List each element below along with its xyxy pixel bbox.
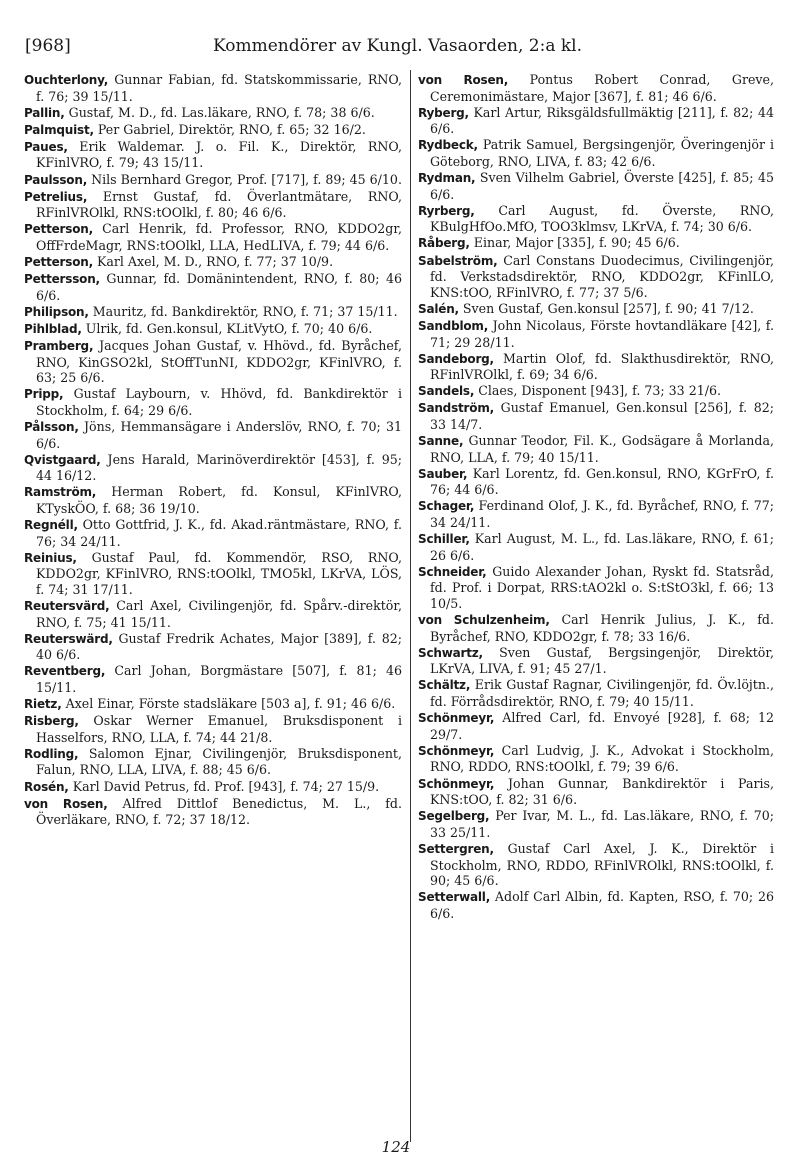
entry-name: Pripp, [24, 387, 64, 402]
entry-name: Schönmeyr, [418, 711, 495, 726]
page-footer-number: 124 [381, 1138, 411, 1156]
entry [418, 203, 774, 235]
entry-text: Otto Gottfrid, J. K., fd. Akad.räntmästare, RNO, f. 76; 34 24/11. [36, 517, 402, 549]
entry-name: Settergren, [418, 841, 494, 856]
entry-text: Ernst Gustaf, fd. Överlantmätare, RNO, RFinlVROlkl, RNS:tOOlkl, f. 80; 46 6/6. [36, 188, 402, 221]
entry [24, 713, 402, 745]
entry-text: Sven Vilhelm Gabriel, Överste [425], f. 85; 45 6/6. [430, 170, 774, 202]
entry-name: Ryberg, [418, 105, 469, 120]
right-column [418, 72, 774, 922]
entry [24, 386, 402, 418]
entry-text: Carl Constans Duodecimus, Civilingenjör, fd. Verkstadsdirektör, RNO, KDDO2gr, KFinlLO, KNS:tOO, RFinlVRO, f. 77; 37 5/6. [430, 252, 774, 300]
entry [418, 677, 774, 709]
entry-name: Ramström, [24, 485, 97, 500]
entry-text: Gustaf Emanuel, Gen.konsul [256], f. 82; 33 14/7. [430, 400, 774, 432]
entry-name: von Rosen, [418, 73, 509, 87]
entry-text: Johan Gunnar, Bankdirektör i Paris, KNS:tOO, f. 82; 31 6/6. [430, 775, 774, 808]
entry-text: Adolf Carl Albin, fd. Kapten, RSO, f. 70; 26 6/6. [430, 889, 774, 921]
entry-text: Herman Robert, fd. Konsul, KFinlVRO, KTyskÖO, f. 68; 36 19/10. [36, 484, 402, 516]
entry [24, 796, 402, 828]
entry [24, 321, 402, 338]
entry-text: Patrik Samuel, Bergsingenjör, Överingenjör i Göteborg, RNO, LIVA, f. 83; 42 6/6. [430, 137, 774, 169]
entry [418, 776, 774, 808]
entry [24, 631, 402, 663]
entry-name: Petrelius, [24, 189, 88, 204]
entry [418, 743, 774, 775]
entry-text: Alfred Dittlof Benedictus, M. L., fd. Överläkare, RNO, f. 72; 37 18/12. [36, 795, 402, 828]
entry [418, 72, 774, 104]
entry [24, 484, 402, 516]
entry-name: Sandeborg, [418, 351, 494, 366]
entry-text: Carl Henrik Julius, J. K., fd. Byråchef, RNO, KDDO2gr, f. 78; 33 16/6. [430, 612, 774, 644]
entry-text: Karl Lorentz, fd. Gen.konsul, RNO, KGrFrO, f. 76; 44 6/6. [430, 465, 774, 498]
entry [418, 612, 774, 644]
entry [418, 235, 774, 252]
entry-name: Ryrberg, [418, 203, 475, 218]
entry-name: Reutersvärd, [24, 599, 110, 613]
entry [24, 746, 402, 778]
entry [418, 137, 774, 169]
entry-text: Gunnar Fabian, fd. Statskommissarie, RNO, f. 76; 39 15/11. [36, 72, 402, 104]
entry-text: Carl Ludvig, J. K., Advokat i Stockholm, RNO, RDDO, RNS:tOOlkl, f. 79; 39 6/6. [430, 742, 774, 775]
entry-name: Setterwall, [418, 890, 491, 905]
entry [418, 301, 774, 318]
entry-text: Salomon Ejnar, Civilingenjör, Bruksdisponent, Falun, RNO, LLA, LIVA, f. 88; 45 6/6. [36, 745, 402, 778]
entry-text: Per Ivar, M. L., fd. Las.läkare, RNO, f. 70; 33 25/11. [430, 808, 774, 840]
entry-text: Gunnar Teodor, Fil. K., Godsägare å Morlanda, RNO, LLA, f. 79; 40 15/11. [430, 433, 774, 465]
entry [418, 383, 774, 400]
entry [418, 841, 774, 889]
entry-name: von Schulzenheim, [418, 613, 550, 628]
entry [418, 170, 774, 202]
page-title: Kommendörer av Kungl. Vasaorden, 2:a kl. [212, 36, 583, 56]
entry-name: Risberg, [24, 714, 79, 729]
entry-name: Qvistgaard, [24, 452, 101, 467]
entry-name: Salén, [418, 301, 459, 316]
entry-name: Sauber, [418, 466, 468, 481]
entry-text: Jens Harald, Marinöverdirektör [453], f. 95; 44 16/12. [36, 451, 402, 484]
entry-name: Pettersson, [24, 272, 100, 287]
entry-name: Paues, [24, 139, 68, 154]
entry-text: John Nicolaus, Förste hovtandläkare [42], f. 71; 29 28/11. [430, 317, 774, 350]
entry-text: Axel Einar, Förste stadsläkare [503 a], f. 91; 46 6/6. [65, 696, 396, 712]
entry-text: Gustaf Laybourn, v. Hhövd, fd. Bankdirektör i Stockholm, f. 64; 29 6/6. [36, 386, 402, 418]
entry-name: Schältz, [418, 678, 471, 693]
entry [418, 645, 774, 677]
entry [418, 433, 774, 465]
entry [24, 598, 402, 630]
entry-name: Regnéll, [24, 518, 78, 533]
entry-text: Ulrik, fd. Gen.konsul, KLitVytO, f. 70; 40 6/6. [85, 320, 373, 336]
entry-name: Rietz, [24, 697, 62, 712]
entry [24, 517, 402, 549]
entry-name: Philipson, [24, 304, 89, 319]
entry-text: Sven Gustaf, Bergsingenjör, Direktör, LKrVA, LIVA, f. 91; 45 27/1. [430, 644, 774, 677]
entry-text: Mauritz, fd. Bankdirektör, RNO, f. 71; 37 15/11. [92, 303, 398, 319]
entry-text: Martin Olof, fd. Slakthusdirektör, RNO, RFinlVROlkl, f. 69; 34 6/6. [430, 350, 774, 383]
entry-text: Jacques Johan Gustaf, v. Hhövd., fd. Byråchef, RNO, KinGSO2kl, StOffTunNI, KDDO2gr, KFinlVRO, f. 63; 25 6/6. [36, 338, 402, 386]
entry [24, 172, 402, 189]
entry-text: Gustaf Paul, fd. Kommendör, RSO, RNO, KDDO2gr, KFinlVRO, RNS:tOOlkl, TMO5kl, LKrVA, LÖS, f. 74; 31 17/11. [36, 549, 402, 597]
entry-name: Reuterswärd, [24, 631, 113, 646]
entry [24, 139, 402, 171]
entry [418, 105, 774, 137]
entry [24, 105, 402, 122]
entry [24, 271, 402, 303]
left-column [24, 72, 402, 828]
entry [24, 419, 402, 451]
entry-text: Karl August, M. L., fd. Las.läkare, RNO, f. 61; 26 6/6. [430, 531, 774, 563]
entry-text: Erik Waldemar. J. o. Fil. K., Direktör, RNO, KFinlVRO, f. 79; 43 15/11. [36, 138, 402, 171]
entry-name: Schönmeyr, [418, 743, 495, 758]
entry [418, 318, 774, 350]
entry-name: Petterson, [24, 222, 93, 237]
entry-text: Claes, Disponent [943], f. 73; 33 21/6. [478, 383, 721, 399]
entry-name: Palmquist, [24, 122, 94, 137]
entry-name: Reinius, [24, 550, 77, 565]
entry [24, 696, 402, 713]
entry [24, 779, 402, 796]
entry-name: Sandblom, [418, 318, 489, 333]
entry-name: Paulsson, [24, 172, 88, 187]
entry [418, 253, 774, 301]
entry [418, 889, 774, 921]
entry-name: Schneider, [418, 564, 487, 579]
entry [418, 498, 774, 530]
entry-text: Gustaf Carl Axel, J. K., Direktör i Stockholm, RNO, RDDO, RFinlVROlkl, RNS:tOOlkl, f. 90; 45 6/6. [430, 840, 774, 889]
entry-text: Guido Alexander Johan, Ryskt fd. Statsråd, fd. Prof. i Dorpat, RRS:tAO2kl o. S:tStO3kl, f. 66; 13 10/5. [430, 563, 774, 611]
entry-name: Råberg, [418, 236, 470, 251]
entry-text: Ferdinand Olof, J. K., fd. Byråchef, RNO, f. 77; 34 24/11. [430, 498, 774, 531]
entry-text: Einar, Major [335], f. 90; 45 6/6. [473, 235, 680, 251]
entry-text: Jöns, Hemmansägare i Anderslöv, RNO, f. 70; 31 6/6. [36, 418, 402, 451]
entry-name: Pålsson, [24, 419, 79, 434]
entry [418, 466, 774, 498]
entry-text: Karl Axel, M. D., RNO, f. 77; 37 10/9. [96, 254, 334, 270]
entry [24, 254, 402, 271]
entry-text: Gunnar, fd. Domänintendent, RNO, f. 80; 46 6/6. [36, 271, 402, 303]
entry [24, 452, 402, 484]
entry [418, 710, 774, 742]
entry-name: Sanne, [418, 434, 464, 449]
entry-text: Pontus Robert Conrad, Greve, Ceremonimästare, Major [367], f. 81; 46 6/6. [430, 72, 774, 104]
entry-name: Sandström, [418, 401, 494, 416]
entry [418, 564, 774, 612]
entry-name: Pallin, [24, 105, 65, 120]
entry-name: Sandels, [418, 384, 475, 399]
entry-text: Carl August, fd. Överste, RNO, KBulgHfOo.MfO, TOO3klmsv, LKrVA, f. 74; 30 6/6. [430, 202, 774, 235]
entry-text: Gustaf, M. D., fd. Las.läkare, RNO, f. 78; 38 6/6. [68, 104, 375, 120]
column-divider [410, 70, 411, 1142]
entry-text: Per Gabriel, Direktör, RNO, f. 65; 32 16/2. [97, 121, 366, 137]
entry-name: Schager, [418, 499, 475, 514]
entry-text: Carl Axel, Civilingenjör, fd. Spårv.-direktör, RNO, f. 75; 41 15/11. [36, 598, 402, 630]
entry-name: Pihlblad, [24, 321, 82, 336]
entry-text: Alfred Carl, fd. Envoyé [928], f. 68; 12 29/7. [430, 710, 774, 742]
entry-name: Schönmeyr, [418, 776, 495, 791]
entry [24, 221, 402, 253]
entry-name: Rodling, [24, 746, 79, 761]
entry-text: Oskar Werner Emanuel, Bruksdisponent i Hasselfors, RNO, LLA, f. 74; 44 21/8. [36, 713, 402, 745]
entry [418, 531, 774, 563]
entry-name: Pramberg, [24, 339, 94, 353]
entry-text: Nils Bernhard Gregor, Prof. [717], f. 89; 45 6/10. [91, 171, 402, 187]
page-number-bracket: [968] [25, 36, 71, 56]
entry-text: Carl Johan, Borgmästare [507], f. 81; 46 15/11. [36, 663, 402, 695]
entry-text: Gustaf Fredrik Achates, Major [389], f. 82; 40 6/6. [36, 630, 402, 663]
entry-name: von Rosen, [24, 796, 108, 811]
entry-name: Rydbeck, [418, 138, 478, 153]
entry [24, 189, 402, 221]
entry-name: Sabelström, [418, 253, 498, 268]
entry [24, 663, 402, 695]
entry-text: Carl Henrik, fd. Professor, RNO, KDDO2gr, OffFrdeMagr, RNS:tOOlkl, LLA, HedLIVA, f. 79; 44 6/6. [36, 221, 402, 253]
entry-text: Sven Gustaf, Gen.konsul [257], f. 90; 41 7/12. [462, 300, 754, 316]
entry [24, 122, 402, 139]
entry-name: Segelberg, [418, 809, 490, 824]
entry-name: Schwartz, [418, 645, 483, 660]
entry-text: Karl David Petrus, fd. Prof. [943], f. 74; 27 15/9. [72, 778, 380, 794]
entry-name: Rosén, [24, 779, 69, 794]
entry [24, 338, 402, 386]
entry [418, 808, 774, 840]
entry [418, 400, 774, 432]
entry-name: Rydman, [418, 171, 476, 186]
entry-name: Reventberg, [24, 664, 106, 679]
entry-text: Karl Artur, Riksgäldsfullmäktig [211], f. 82; 44 6/6. [430, 104, 774, 137]
entry [418, 351, 774, 383]
entry-name: Petterson, [24, 255, 93, 270]
page-header [25, 36, 770, 60]
entry-name: Schiller, [418, 532, 470, 547]
entry [24, 72, 402, 104]
entry-name: Ouchterlony, [24, 73, 109, 87]
entry [24, 550, 402, 598]
entry-text: Erik Gustaf Ragnar, Civilingenjör, fd. Öv.löjtn., fd. Förrådsdirektör, RNO, f. 79; 40 15/11. [430, 677, 774, 710]
entry [24, 304, 402, 321]
